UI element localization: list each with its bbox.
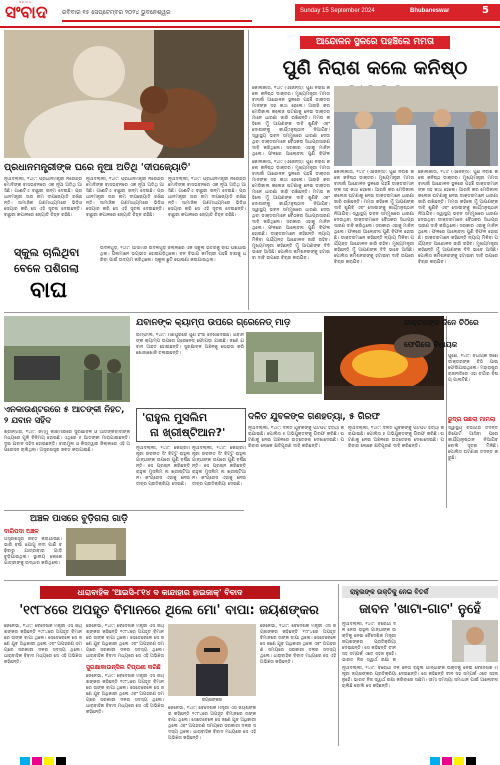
section-rule-3	[4, 580, 498, 581]
fire-headline: ଦଳିତ ଯୁବକଙ୍କ ଗଣହତ୍ୟା, ୫ ଗିରଫ	[248, 412, 381, 422]
fire-body-2: ନୂଆଦିଲ୍ଲୀ, ୧୪ା୯: ଦଳିତ ଯୁବକଙ୍କୁ ପିଟିପିଟି ହତ୍ୟା କରାଯାଇଛି। ପୋଲିସ ୫ ଅଭିଯୁକ୍ତଙ୍କୁ ଗିରଫ କରିଛି। ଘଟଣାକୁ ନେଇ ଅଞ୍ଚଳରେ ଉତ୍ତେଜନା ଦେଖାଦେଇଛି। ପରିବାର ଲୋକେ କ୍ଷତିପୂରଣ ଦାବି କରିଛନ୍ତି।	[348, 426, 444, 449]
jaishankar-caption: ଜୟଶଙ୍କର	[201, 698, 223, 703]
pm-headline: ପ୍ରଧାନମନ୍ତ୍ରୀଙ୍କ ଘରେ ନୂଆ ଅତିଥି 'ଦୀପଜ୍ୟୋତି'	[4, 162, 191, 173]
bus-headline: ଅଞ୍ଚଳ ପାସରେ ବୁଡ଼ିଗଲା ଗାଡ଼ି	[30, 514, 128, 524]
masthead	[0, 0, 500, 26]
bottom-column-rule	[338, 584, 339, 746]
newspaper-logo: ସଂବାଦ	[5, 3, 48, 23]
rahul2-body-2: ନୂଆଦିଲ୍ଲୀ, ୧୪ା୯: ବିରୋଧୀ ଦଳ ନେତା ରାହୁଲ ଗାନ୍ଧୀଙ୍କ ଉକ୍ତିକୁ ନେଇ ବୈଦେଶିକ ମନ୍ତ୍ରୀ ଜୟଶଙ୍କର ପ୍ରତିକ୍ରିୟା ଦେଇଛନ୍ତି। ସେ କହିଛନ୍ତି ଚୀନ ସହ ସମ୍ପର୍କ ଏତେ ସହଜ ନୁହେଁ। ଭାରତ ନିଜ ସ୍ୱାର୍ଥ ରକ୍ଷା କରିବାରେ ସକ୍ଷମ। ସୀମା ସମସ୍ୟା ସମାଧାନ ପାଇଁ ଆଲୋଚନା ଚାଲିଛି ବୋଲି ସେ କହିଛନ୍ତି।	[342, 666, 498, 689]
rahul-body-2: ନୂଆଦିଲ୍ଲୀ, ୧୪ା୯: କେନ୍ଦ୍ରମନ୍ତ୍ରୀ ରବନୀତ ସିଂ ବିଟ୍ଟୁ ରାହୁଲ ଗାନ୍ଧୀଙ୍କ ଉପରେ ପୁଣି ବର୍ଷିଛନ୍ତି। ସେ ପ୍ରଶ୍ନ କରିଛନ୍ତି ରାହୁଲ ମୁସଲିମ ନା ଖ୍ରୀଷ୍ଟିଆନ। କଂଗ୍ରେସ ଏହାକୁ ନେଇ ତୀବ୍ର ପ୍ରତିକ୍ରିୟା ଦେଇଛି।	[192, 446, 246, 487]
print-color-strip	[0, 749, 500, 765]
bus-photo	[66, 528, 126, 576]
masthead-divider	[62, 20, 252, 22]
color-bar-right	[430, 752, 478, 765]
section-rule-2	[4, 510, 244, 511]
fire-photo-art	[324, 316, 444, 400]
page-number: 5	[482, 5, 489, 16]
tiger-headline-big: ବାଘ	[30, 278, 68, 303]
pm-body: ନୂଆଦିଲ୍ଲୀ, ୧୪ା୯: ପ୍ରଧାନମନ୍ତ୍ରୀ ନରେନ୍ଦ୍ର ମୋଦିଙ୍କ ବାସଭବନରେ ଏକ ନୂଆ ଅତିଥି ଆସିଛି। ଗାଈଟିଏ ବାଛୁରୀ ଜନ୍ମ ଦେଇଛି। ପ୍ରଧାନମନ୍ତ୍ରୀ ତାର ନାମ ଦୀପଜ୍ୟୋତି ରଖିଛନ୍ତି। ସାମାଜିକ ଗଣମାଧ୍ୟମରେ ଭିଡିଓ ସେୟାର କରି ସେ ଏହି ସୂଚନା ଦେଇଛନ୍ତି। ବାଛୁରୀ କପାଳରେ ଜ୍ୟୋତି ଚିହ୍ନ ରହିଛି।	[4, 177, 82, 218]
manipur-photo-art	[246, 332, 322, 394]
color-bar-left	[20, 752, 68, 765]
rahul-body: ନୂଆଦିଲ୍ଲୀ, ୧୪ା୯: କେନ୍ଦ୍ରମନ୍ତ୍ରୀ ରବନୀତ ସିଂ ବିଟ୍ଟୁ ରାହୁଲ ଗାନ୍ଧୀଙ୍କ ଉପରେ ପୁଣି ବର୍ଷିଛନ୍ତି। ସେ ପ୍ରଶ୍ନ କରିଛନ୍ତି ରାହୁଲ ମୁସଲିମ ନା ଖ୍ରୀଷ୍ଟିଆନ। କଂଗ୍ରେସ ଏହାକୁ ନେଇ ତୀବ୍ର ପ୍ରତିକ୍ରିୟା ଦେଇଛି।	[136, 446, 190, 487]
lead-body-2: କୋଲକାତା, ୧୪ା୯ (ଏଜେନ୍ସି): ପୁଣି ନିରାଶ କଲେ କନିଷ୍ଠ ଡାକ୍ତର। ମୁଖ୍ୟମନ୍ତ୍ରୀ ମମତା ବାନାର୍ଜୀ ଆନ୍ଦୋଳନ ସ୍ଥଳରେ ପହଞ୍ଚି ଡାକ୍ତରମାନଙ୍କ ସହ କଥା ହେଲେ। ଆରଜି କର ମେଡିକାଲ କଲେଜ ଘଟଣାକୁ ନେଇ ଡାକ୍ତରମାନେ ଧାରଣା ଜାରି ରଖିଛନ୍ତି। ମମତା କହିଲେ ମୁଁ ଆପଣଙ୍କ ଦାବି ଶୁଣିବି ଏବଂ ଦୋଷୀଙ୍କୁ କାର୍ଯ୍୯ାନୁଷ୍ଠାନ ନିଆଯିବ। ସ୍ୱାସ୍ଥ୍ୟ ଭବନ ସମ୍ମୁଖରେ ଧାରଣା ଦେଉଥିବା ଡାକ୍ତରମାନେ ବୈଠକର ସିଧାପ୍ରସାରଣ ଦାବି କରିଥିଲେ। ସରକାର ଏହାକୁ ମାନିନଥିଲେ। ଫଳରେ ଆଲୋଚନା ପୁଣି ବିଫଳ ହୋଇଛି। ଡାକ୍ତରମାନେ କହିଛନ୍ତି ନ୍ୟାୟ ମିଳିବା ପର୍ଯ୍ୟନ୍ତ ଆନ୍ଦୋଳନ ଜାରି ରହିବ। ମୁଖ୍ୟମନ୍ତ୍ରୀ କହିଛନ୍ତି ମୁଁ ଆପଣଙ୍କ ଦିଦି ଭାବେ ଆସିଛି। ପୋଲିସ କମିଶନରଙ୍କୁ ହଟାଇବା ଦାବି ଉପରେ ବିଚାର କରାଯିବ।	[252, 160, 330, 261]
fire-photo	[324, 316, 444, 400]
jaishankar-headline: '୧୯୮୪ରେ ଅପହୃତ ବିମାନରେ ଥିଲେ ମୋ' ବାପା: ଜୟଶଙ୍କର	[19, 603, 319, 618]
encounter-photo-art	[4, 316, 130, 402]
mla-subhead: ରୁଦ୍ର ଉଛଲା ମାମଲା	[448, 416, 496, 423]
lead-body-4: କୋଲକାତା, ୧୪ା୯ (ଏଜେନ୍ସି): ପୁଣି ନିରାଶ କଲେ କନିଷ୍ଠ ଡାକ୍ତର। ମୁଖ୍ୟମନ୍ତ୍ରୀ ମମତା ବାନାର୍ଜୀ ଆନ୍ଦୋଳନ ସ୍ଥଳରେ ପହଞ୍ଚି ଡାକ୍ତରମାନଙ୍କ ସହ କଥା ହେଲେ। ଆରଜି କର ମେଡିକାଲ କଲେଜ ଘଟଣାକୁ ନେଇ ଡାକ୍ତରମାନେ ଧାରଣା ଜାରି ରଖିଛନ୍ତି। ମମତା କହିଲେ ମୁଁ ଆପଣଙ୍କ ଦାବି ଶୁଣିବି ଏବଂ ଦୋଷୀଙ୍କୁ କାର୍ଯ୍୯ାନୁଷ୍ଠାନ ନିଆଯିବ। ସ୍ୱାସ୍ଥ୍ୟ ଭବନ ସମ୍ମୁଖରେ ଧାରଣା ଦେଉଥିବା ଡାକ୍ତରମାନେ ବୈଠକର ସିଧାପ୍ରସାରଣ ଦାବି କରିଥିଲେ। ସରକାର ଏହାକୁ ମାନିନଥିଲେ। ଫଳରେ ଆଲୋଚନା ପୁଣି ବିଫଳ ହୋଇଛି। ଡାକ୍ତରମାନେ କହିଛନ୍ତି ନ୍ୟାୟ ମିଳିବା ପର୍ଯ୍ୟନ୍ତ ଆନ୍ଦୋଳନ ଜାରି ରହିବ। ମୁଖ୍ୟମନ୍ତ୍ରୀ କହିଛନ୍ତି ମୁଁ ଆପଣଙ୍କ ଦିଦି ଭାବେ ଆସିଛି। ପୋଲିସ କମିଶନରଙ୍କୁ ହଟାଇବା ଦାବି ଉପରେ ବିଚାର କରାଯିବ।	[418, 170, 498, 265]
jaishankar-body-4: ଜେନେଭା, ୧୪ା୯: ବୈଦେଶିକ ମନ୍ତ୍ରୀ ଏସ ଜୟଶଙ୍କର କହିଛନ୍ତି ୧୯୮୪ରେ ଅପହୃତ ବିମାନରେ ତାଙ୍କ ବାପା ଥିଲେ। ସେତେବେଳେ ସେ ଜଣେ ଯୁବ ଅଧିକାରୀ ଥିଲେ ଏବଂ ଅପହରଣ ସମୟରେ ସରକାରୀ ଦଳର ସଦସ୍ୟ ଥିଲେ। ଧାରାବାହିକ ବିବାଦ ମଧ୍ୟରେ ସେ ଏହି ଅଭିଜ୍ଞତା କହିଛନ୍ତି।	[168, 706, 256, 741]
section-rule-1	[4, 312, 498, 313]
encounter-body: ଶ୍ରୀନଗର, ୧୪ା୯: ଜମ୍ମୁ କାଶ୍ମୀରରେ ସୁରକ୍ଷାବଳ ଓ ଆତଙ୍କବାଦୀଙ୍କ ମଧ୍ୟରେ ଗୁଳି ବିନିମୟ ହୋଇଛି। ଏଥିରେ ୫ ଆତଙ୍କୀ ମାରାଯାଇଛନ୍ତି। ଦୁଇ ଯବାନ ସହିଦ ହୋଇଛନ୍ତି। ବାରାମୁଲା ଓ କିସ୍ତୱାର ଜିଲ୍ଲାରେ ଏହି ଅପରେସନ ଚାଲିଥିଲା। ଅସ୍ତ୍ରଶସ୍ତ୍ର ଜବତ କରାଯାଇଛି।	[4, 430, 130, 453]
manipur-photo	[246, 332, 322, 394]
mla-headline	[404, 318, 498, 328]
header-rule	[0, 26, 500, 28]
lead-body-3: କୋଲକାତା, ୧୪ା୯ (ଏଜେନ୍ସି): ପୁଣି ନିରାଶ କଲେ କନିଷ୍ଠ ଡାକ୍ତର। ମୁଖ୍ୟମନ୍ତ୍ରୀ ମମତା ବାନାର୍ଜୀ ଆନ୍ଦୋଳନ ସ୍ଥଳରେ ପହଞ୍ଚି ଡାକ୍ତରମାନଙ୍କ ସହ କଥା ହେଲେ। ଆରଜି କର ମେଡିକାଲ କଲେଜ ଘଟଣାକୁ ନେଇ ଡାକ୍ତରମାନେ ଧାରଣା ଜାରି ରଖିଛନ୍ତି। ମମତା କହିଲେ ମୁଁ ଆପଣଙ୍କ ଦାବି ଶୁଣିବି ଏବଂ ଦୋଷୀଙ୍କୁ କାର୍ଯ୍୯ାନୁଷ୍ଠାନ ନିଆଯିବ। ସ୍ୱାସ୍ଥ୍ୟ ଭବନ ସମ୍ମୁଖରେ ଧାରଣା ଦେଉଥିବା ଡାକ୍ତରମାନେ ବୈଠକର ସିଧାପ୍ରସାରଣ ଦାବି କରିଥିଲେ। ସରକାର ଏହାକୁ ମାନିନଥିଲେ। ଫଳରେ ଆଲୋଚନା ପୁଣି ବିଫଳ ହୋଇଛି। ଡାକ୍ତରମାନେ କହିଛନ୍ତି ନ୍ୟାୟ ମିଳିବା ପର୍ଯ୍ୟନ୍ତ ଆନ୍ଦୋଳନ ଜାରି ରହିବ। ମୁଖ୍ୟମନ୍ତ୍ରୀ କହିଛନ୍ତି ମୁଁ ଆପଣଙ୍କ ଦିଦି ଭାବେ ଆସିଛି। ପୋଲିସ କମିଶନରଙ୍କୁ ହଟାଇବା ଦାବି ଉପରେ ବିଚାର କରାଯିବ।	[334, 170, 414, 265]
mla-body: ପୁଣେ, ୧୪ା୯: ବିଧାୟକ ଜଣେ ଡାକ୍ତରଙ୍କ ଚିଠି ପାଇ ଫେରିଯାଇଥିଲେ। ମହାରାଷ୍ଟ୍ର ରାଜନୀତିରେ ଏହା ଚର୍ଚ୍ଚାର ବିଷୟ ପାଲଟିଛି।	[448, 354, 498, 383]
jaishankar-body-3: ଜେନେଭା, ୧୪ା୯: ବୈଦେଶିକ ମନ୍ତ୍ରୀ ଏସ ଜୟଶଙ୍କର କହିଛନ୍ତି ୧୯୮୪ରେ ଅପହୃତ ବିମାନରେ ତାଙ୍କ ବାପା ଥିଲେ। ସେତେବେଳେ ସେ ଜଣେ ଯୁବ ଅଧିକାରୀ ଥିଲେ ଏବଂ ଅପହରଣ ସମୟରେ ସରକାରୀ ଦଳର ସଦସ୍ୟ ଥିଲେ। ଧାରାବାହିକ ବିବାଦ ମଧ୍ୟରେ ସେ ଏହି ଅଭିଜ୍ଞତା କହିଛନ୍ତି।	[86, 674, 164, 715]
jaishankar-subhead: ସୁରକ୍ଷାକାଉନ୍ସିଲ ଟିପ୍ପଣୀ କରିଛି	[86, 664, 161, 671]
jaishankar-body-2: ଜେନେଭା, ୧୪ା୯: ବୈଦେଶିକ ମନ୍ତ୍ରୀ ଏସ ଜୟଶଙ୍କର କହିଛନ୍ତି ୧୯୮୪ରେ ଅପହୃତ ବିମାନରେ ତାଙ୍କ ବାପା ଥିଲେ। ସେତେବେଳେ ସେ ଜଣେ ଯୁବ ଅଧିକାରୀ ଥିଲେ ଏବଂ ଅପହରଣ ସମୟରେ ସରକାରୀ ଦଳର ସଦସ୍ୟ ଥିଲେ। ଧାରାବାହିକ ବିବାଦ ମଧ୍ୟରେ ସେ ଏହି ଅଭିଜ୍ଞତା	[86, 624, 164, 659]
city-label: Bhubaneswar	[410, 8, 450, 14]
logo-tagline: ସମ୍ବାଦ	[19, 0, 32, 4]
tiger-headline-top: ସ୍କୁଲ ଚାଲିଥିବା	[14, 246, 80, 259]
rahul2-photo	[452, 620, 498, 662]
jaishankar-photo	[168, 624, 256, 696]
pm-body-2: ନୂଆଦିଲ୍ଲୀ, ୧୪ା୯: ପ୍ରଧାନମନ୍ତ୍ରୀ ନରେନ୍ଦ୍ର ମୋଦିଙ୍କ ବାସଭବନରେ ଏକ ନୂଆ ଅତିଥି ଆସିଛି। ଗାଈଟିଏ ବାଛୁରୀ ଜନ୍ମ ଦେଇଛି। ପ୍ରଧାନମନ୍ତ୍ରୀ ତାର ନାମ ଦୀପଜ୍ୟୋତି ରଖିଛନ୍ତି। ସାମାଜିକ ଗଣମାଧ୍ୟମରେ ଭିଡିଓ ସେୟାର କରି ସେ ଏହି ସୂଚନା ଦେଇଛନ୍ତି। ବାଛୁରୀ କପାଳରେ ଜ୍ୟୋତି ଚିହ୍ନ ରହିଛି।	[86, 177, 164, 218]
tiger-headline-mid: ବେଳେ ପଶିଗଲା	[14, 262, 79, 275]
pm-body-3: ନୂଆଦିଲ୍ଲୀ, ୧୪ା୯: ପ୍ରଧାନମନ୍ତ୍ରୀ ନରେନ୍ଦ୍ର ମୋଦିଙ୍କ ବାସଭବନରେ ଏକ ନୂଆ ଅତିଥି ଆସିଛି। ଗାଈଟିଏ ବାଛୁରୀ ଜନ୍ମ ଦେଇଛି। ପ୍ରଧାନମନ୍ତ୍ରୀ ତାର ନାମ ଦୀପଜ୍ୟୋତି ରଖିଛନ୍ତି। ସାମାଜିକ ଗଣମାଧ୍ୟମରେ ଭିଡିଓ ସେୟାର କରି ସେ ଏହି ସୂଚନା ଦେଇଛନ୍ତି। ବାଛୁରୀ କପାଳରେ ଜ୍ୟୋତି ଚିହ୍ନ ରହିଛି।	[168, 177, 246, 218]
lead-headline: ପୁଣି ନିରାଶ କଲେ କନିଷ୍ଠ	[282, 57, 468, 79]
lead-body-1: କୋଲକାତା, ୧୪ା୯ (ଏଜେନ୍ସି): ପୁଣି ନିରାଶ କଲେ କନିଷ୍ଠ ଡାକ୍ତର। ମୁଖ୍ୟମନ୍ତ୍ରୀ ମମତା ବାନାର୍ଜୀ ଆନ୍ଦୋଳନ ସ୍ଥଳରେ ପହଞ୍ଚି ଡାକ୍ତରମାନଙ୍କ ସହ କଥା ହେଲେ। ଆରଜି କର ମେଡିକାଲ କଲେଜ ଘଟଣାକୁ ନେଇ ଡାକ୍ତରମାନେ ଧାରଣା ଜାରି ରଖିଛନ୍ତି। ମମତା କହିଲେ ମୁଁ ଆପଣଙ୍କ ଦାବି ଶୁଣିବି ଏବଂ ଦୋଷୀଙ୍କୁ କାର୍ଯ୍୯ାନୁଷ୍ଠାନ ନିଆଯିବ। ସ୍ୱାସ୍ଥ୍ୟ ଭବନ ସମ୍ମୁଖରେ ଧାରଣା ଦେଉଥିବା ଡାକ୍ତରମାନେ ବୈଠକର ସିଧାପ୍ରସାରଣ ଦାବି କରିଥିଲେ। ସରକାର ଏହାକୁ ମାନିନଥିଲେ। ଫଳରେ ଆଲୋଚନା ପୁଣି ବିଫଳ	[252, 86, 330, 156]
jaishankar-photo-art	[168, 624, 256, 696]
encounter-photo	[4, 316, 130, 402]
bus-byline: ବାରିପଦା ଅଞ୍ଚଳ	[4, 528, 39, 535]
mla-headline-line2: ଫେରିଲେ ବିଧାୟକ	[404, 340, 458, 349]
rahul2-headline: ଜାବନ 'ଖାଟା-ଗାଟ' ନୁହେଁ	[359, 602, 481, 617]
mamata-photo-art	[334, 86, 498, 166]
bus-body: ଅସ୍ତ୍ରଶସ୍ତ୍ର ଜବତ କରାଯାଇଛି। ଭାରି ବର୍ଷା ଯୋଗୁ ନଦୀ ପାଣି ବଢ଼ିବାରୁ ଯାତ୍ରୀବାହୀ ଗାଡ଼ି ବୁଡ଼ିଯାଇଥିଲା। ସ୍ଥାନୀୟ ଲୋକେ ଯାତ୍ରୀଙ୍କୁ ଉଦ୍ଧାର କରିଥିଲେ।	[4, 537, 62, 566]
tiger-body: ଉଦଳଗୁଡ଼ି, ୧୪ା୯: ଆସାମର ଉଦଳଗୁଡ଼ି ଜିଲ୍ଲାରେ ଏକ ସ୍କୁଲ ଭିତରକୁ ବାଘ ପଶିଯାଇଥିଲା। ପିଲାମାନେ ଭୟଭୀତ ହୋଇପଡ଼ିଥିଲେ। ବନ ବିଭାଗ କର୍ମଚାରୀ ପହଞ୍ଚି ବାଘକୁ ଧରିବା ପାଇଁ ଉଦ୍ୟମ କରିଥିଲେ। ସ୍କୁଲ ଛୁଟି ଘୋଷଣା କରାଯାଇଥିଲା।	[100, 246, 246, 263]
pm-photo-art	[4, 30, 244, 158]
pm-photo	[4, 30, 244, 158]
rahul-headline-1: 'ରାହୁଲ ମୁସଲିମ	[142, 411, 208, 424]
lead-kicker: ଆନ୍ଦୋଳନ ସ୍ଥଳରେ ପହଞ୍ଚିଲେ ମମତା	[300, 36, 450, 49]
masthead-info: ରବିବାର ୧୫ ସେପ୍ଟେମ୍ବର ୨୦୨୪ ଭୁବନେଶ୍ୱର	[62, 9, 171, 16]
rahul2-photo-art	[452, 620, 498, 662]
encounter-headline: ଏନକାଉଣ୍ଟରରେ ୫ ଆତଙ୍କୀ ନିହତ, ୨ ଯବାନ ସହିଦ	[4, 405, 125, 426]
mamata-photo	[334, 86, 498, 166]
bus-photo-art	[66, 528, 126, 576]
jaishankar-kicker: ଧାରାବାହିକ 'ଆଇସି-୮୧୪ ଦ କାନ୍ଦାହାର ହାଇଜାକ୍' ବିବାଦ	[40, 586, 280, 599]
rahul2-body-1: ନୂଆଦିଲ୍ଲୀ, ୧୪ା୯: ବିରୋଧୀ ଦଳ ନେତା ରାହୁଲ ଗାନ୍ଧୀଙ୍କ ଉକ୍ତିକୁ ନେଇ ବୈଦେଶିକ ମନ୍ତ୍ରୀ ଜୟଶଙ୍କର ପ୍ରତିକ୍ରିୟା ଦେଇଛନ୍ତି। ସେ କହିଛନ୍ତି ଚୀନ ସହ ସମ୍ପର୍କ ଏତେ ସହଜ ନୁହେଁ। ଭାରତ ନିଜ ସ୍ୱାର୍ଥ ରକ୍ଷା କ	[342, 622, 396, 662]
fire-body: ନୂଆଦିଲ୍ଲୀ, ୧୪ା୯: ଦଳିତ ଯୁବକଙ୍କୁ ପିଟିପିଟି ହତ୍ୟା କରାଯାଇଛି। ପୋଲିସ ୫ ଅଭିଯୁକ୍ତଙ୍କୁ ଗିରଫ କରିଛି। ଘଟଣାକୁ ନେଇ ଅଞ୍ଚଳରେ ଉତ୍ତେଜନା ଦେଖାଦେଇଛି। ପରିବାର ଲୋକେ କ୍ଷତିପୂରଣ ଦାବି କରିଛନ୍ତି।	[248, 426, 344, 449]
rahul2-kicker: ରାହୁଲଙ୍କ ଉକ୍ତିକୁ ନେଇ ବିତର୍କ	[350, 588, 429, 596]
jawan-body: ଇମ୍ଫାଲ, ୧୪ା୯: ମଣିପୁରରେ ପୁଣି ହିଂସା ଦେଖାଦେଇଛି। ଯବାନଙ୍କ କ୍ୟାମ୍ପ ଉପରେ ଗ୍ରେନେଡ୍ ଫୋପଡ଼ା ଯାଇଛି। ଜଣେ ଯବାନ ଆହତ ହୋଇଛନ୍ତି। ସୁରକ୍ଷାବଳ ଅଞ୍ଚଳକୁ ଘେରାଉ କରି ଖୋଜାଖୋଜି ଚଳାଇଛନ୍ତି।	[136, 333, 244, 356]
mla-headline-line1: ଡାକ୍ତରଙ୍କ ଦିନେ ଚିଠିରେ	[404, 318, 479, 327]
jawan-headline: ଯବାନଙ୍କ କ୍ୟାମ୍ପ ଉପରେ ଗ୍ରେନେଡ୍ ମାଡ଼	[136, 318, 291, 328]
jaishankar-body-1: ଜେନେଭା, ୧୪ା୯: ବୈଦେଶିକ ମନ୍ତ୍ରୀ ଏସ ଜୟଶଙ୍କର କହିଛନ୍ତି ୧୯୮୪ରେ ଅପହୃତ ବିମାନରେ ତାଙ୍କ ବାପା ଥିଲେ। ସେତେବେଳେ ସେ ଜଣେ ଯୁବ ଅଧିକାରୀ ଥିଲେ ଏବଂ ଅପହରଣ ସମୟରେ ସରକାରୀ ଦଳର ସଦସ୍ୟ ଥିଲେ। ଧାରାବାହିକ ବିବାଦ ମଧ୍ୟରେ ସେ ଏହି ଅଭିଜ୍ଞତା କହିଛନ୍ତି।	[4, 624, 82, 665]
column-rule	[248, 30, 249, 310]
jaishankar-body-5: ଜେନେଭା, ୧୪ା୯: ବୈଦେଶିକ ମନ୍ତ୍ରୀ ଏସ ଜୟଶଙ୍କର କହିଛନ୍ତି ୧୯୮୪ରେ ଅପହୃତ ବିମାନରେ ତାଙ୍କ ବାପା ଥିଲେ। ସେତେବେଳେ ସେ ଜଣେ ଯୁବ ଅଧିକାରୀ ଥିଲେ ଏବଂ ଅପହରଣ ସମୟରେ ସରକାରୀ ଦଳର ସଦସ୍ୟ ଥିଲେ। ଧାରାବାହିକ ବିବାଦ ମଧ୍ୟରେ ସେ ଏହି ଅଭିଜ୍ଞତା କହିଛନ୍ତି।	[260, 624, 336, 665]
mla-sub-body: ସ୍ୱାସ୍ଥ୍ୟ ବିଭାଗର ତଦନ୍ତ ରିପୋର୍ଟ ଆସିବା ପରେ କାର୍ଯ୍ୟାନୁଷ୍ଠାନ ନିଆଯିବ ବୋଲି ସୂଚନା ମିଳିଛି। ପୋଲିସ ଘଟଣାର ତଦନ୍ତ କରୁଛି।	[448, 426, 498, 461]
rahul-headline-2: ନା ଖ୍ରୀଷ୍ଟିଆନ?'	[150, 426, 226, 439]
date-label: Sunday 15 September 2024	[300, 8, 375, 14]
